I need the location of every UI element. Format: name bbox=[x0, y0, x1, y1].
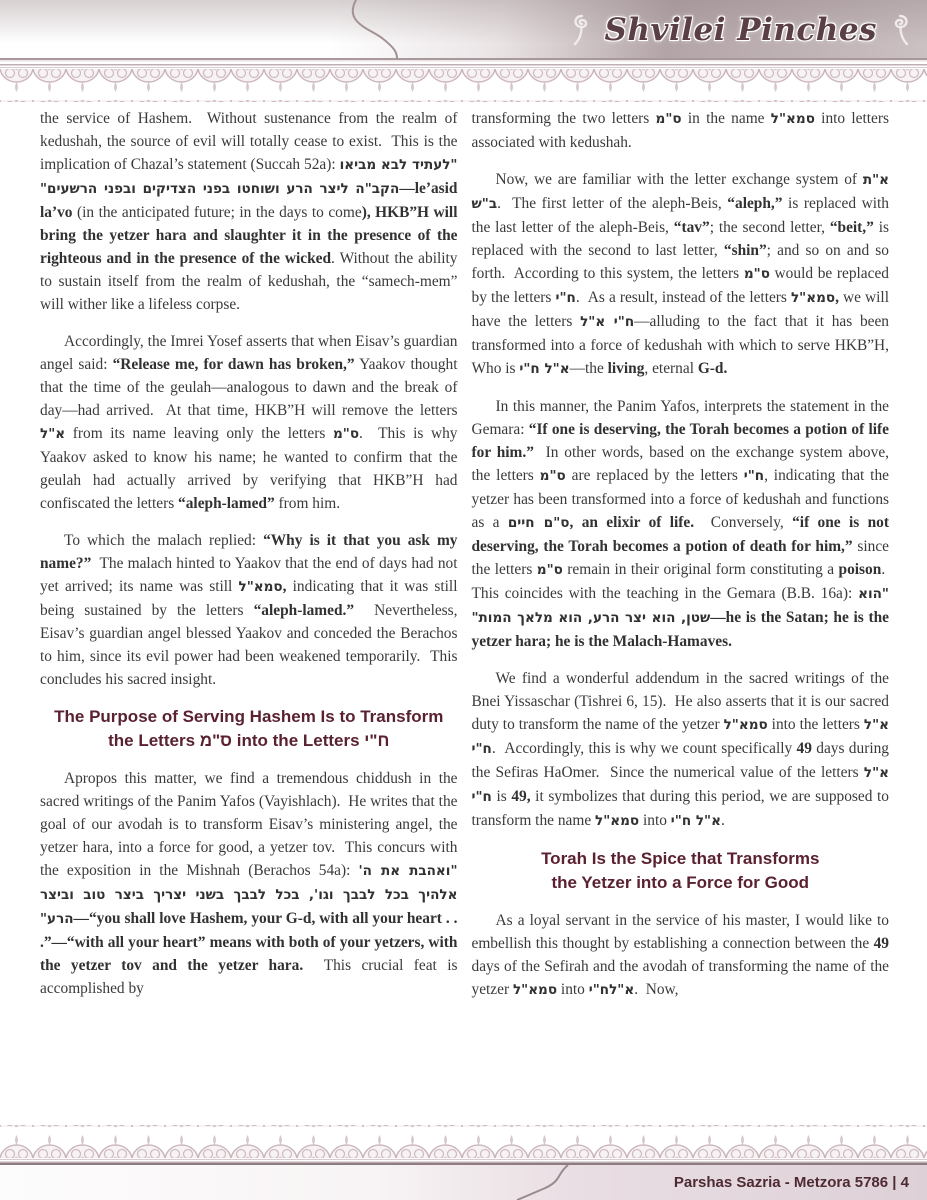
paragraph bbox=[40, 330, 458, 515]
hebrew-text-run: סמא"ל bbox=[512, 982, 558, 998]
section-heading bbox=[40, 705, 458, 753]
text-run: . Without the ability to sustain itself from the realm of kedushah, the “samech-mem” will wither like a lifeless corpse. bbox=[40, 250, 458, 313]
text-run: In other words, based on the exchange system above, the letters bbox=[471, 444, 889, 484]
text-run: We find a wonderful addendum in the sacred writings of the Bnei Yissaschar (Tishrei 6, 15). He also asserts that it is our sacred duty to transform the name of the yetzer bbox=[471, 670, 889, 733]
text-run: (in the anticipated future; in the days to come bbox=[76, 204, 362, 221]
text-run: the service of Hashem. Without sustenance from the realm of kedushah, the source of evil will totally cease to exist. This is the implication of Chazal’s statement (Succah 52a): bbox=[40, 110, 458, 173]
text-run: would be replaced by the letters bbox=[471, 265, 889, 306]
hebrew-text-run: סמא"ל bbox=[770, 111, 815, 127]
text-run: “aleph-lamed.” bbox=[253, 602, 355, 619]
hebrew-text-run: "ואהבת את ה' אלהיך בכל לבבך וגו', בכל לבבך בשני יצריך ביצר טוב וביצר הרע" bbox=[40, 863, 458, 927]
text-run: Nevertheless, Eisav’s guardian angel blessed Yaakov and conceded the Berachos to him, since its evil power had been weakened temporarily. This concludes his sacred insight. bbox=[40, 602, 458, 688]
text-run: G-d. bbox=[697, 360, 728, 377]
lace-border-top bbox=[0, 64, 927, 102]
hebrew-text-run: ס"מ bbox=[539, 468, 566, 484]
text-run: from him. bbox=[274, 495, 341, 512]
hebrew-text-run: סמא"ל bbox=[790, 290, 836, 306]
text-run: —the bbox=[569, 360, 608, 377]
text-run: “Why is it that you ask my name?” bbox=[40, 532, 458, 572]
text-run: in the name bbox=[681, 110, 771, 127]
text-run: The malach hinted to Yaakov that the end of days had not yet arrived; its name was still bbox=[40, 555, 458, 595]
text-run: —alluding to the fact that it has been transformed into a force of kedushah with which to serve HKB”H, Who is bbox=[471, 313, 889, 377]
hebrew-text-run: ח"י א"ל bbox=[580, 314, 635, 330]
hebrew-text-run: א"ל ח"י bbox=[670, 813, 721, 829]
text-run: Apropos this matter, we find a tremendous chiddush in the sacred writings of the Panim Yafos (Vayishlach). He writes that the goal of our avodah is to transform Eisav’s ministering angel, the yetzer hara, into a force for good, a yetzer tov. This concurs with the exposition in the Mishnah (Berachos 54a): bbox=[40, 770, 458, 879]
text-run: In this manner, the Panim Yafos, interprets the statement in the Gemara: bbox=[471, 398, 889, 438]
text-run: since the letters bbox=[471, 538, 889, 578]
text-run: . This coincides with the teaching in the Gemara (B.B. 16a): bbox=[471, 561, 889, 602]
hebrew-text-run: ס"מ bbox=[536, 562, 563, 578]
text-run: , bbox=[282, 578, 287, 595]
text-run: indicating that it was still being sustained by the letters bbox=[40, 578, 458, 619]
text-run: “if one is not deserving, the Torah becomes a potion of death for him,” bbox=[471, 514, 889, 555]
lace-border-bottom bbox=[0, 1123, 927, 1163]
text-run: “tav” bbox=[673, 219, 710, 236]
text-run: it symbolizes that during this period, we are supposed to transform the name bbox=[471, 788, 889, 829]
text-run: is replaced with the last letter of the aleph-Beis, bbox=[471, 195, 889, 236]
text-run: . Accordingly, this is why we count specifically bbox=[491, 740, 797, 757]
text-run: , bbox=[835, 289, 839, 306]
column-right bbox=[472, 107, 890, 1120]
hebrew-text-run: ס"מ bbox=[332, 426, 360, 442]
text-run: into bbox=[639, 812, 671, 829]
title-row bbox=[571, 4, 912, 56]
section-heading-line: the Letters ס"מ into the Letters ח"י bbox=[108, 731, 390, 750]
text-run: This crucial feat is accomplished by bbox=[40, 957, 458, 997]
text-run: “aleph,” bbox=[727, 195, 783, 212]
text-run: 49, bbox=[511, 788, 531, 805]
text-run: is replaced with the second to last letter, bbox=[471, 219, 889, 259]
section-heading bbox=[472, 847, 890, 895]
column-left bbox=[40, 107, 458, 1120]
text-run: we will have the letters bbox=[471, 289, 889, 330]
text-run: Now, we are familiar with the letter exchange system of bbox=[495, 171, 863, 188]
hebrew-text-run: א"ל ח"י bbox=[471, 765, 889, 805]
text-run: . This is why Yaakov asked to know his name; he wanted to confirm that the geulah had actually arrived by verifying that HKB”H had confiscated the letters bbox=[40, 425, 458, 512]
text-run: days during the Sefiras HaOmer. Since the numerical value of the letters bbox=[471, 740, 889, 781]
text-run: 49 bbox=[873, 935, 889, 952]
masthead bbox=[0, 0, 927, 58]
hebrew-text-run: א"ת ב"ש bbox=[471, 172, 889, 212]
text-run: into letters associated with kedushah. bbox=[471, 110, 889, 151]
hebrew-text-run: "הוא שטן, הוא יצר הרע, הוא מלאך המות" bbox=[471, 586, 889, 626]
paragraph bbox=[40, 107, 458, 316]
section-heading-line: Torah Is the Spice that Transforms bbox=[541, 849, 820, 868]
text-run: “aleph-lamed” bbox=[178, 495, 275, 512]
hebrew-text-run: א"ל ח"י bbox=[471, 717, 889, 757]
text-run: from its name leaving only the letters bbox=[65, 425, 333, 442]
paragraph bbox=[472, 107, 890, 154]
text-run: is bbox=[491, 788, 512, 805]
text-run: ; and so on and so forth. According to this system, the letters bbox=[471, 242, 889, 282]
text-run: As a loyal servant in the service of his master, I would like to embellish this thought by establishing a connection between the bbox=[471, 912, 889, 952]
footer-text: Parshas Sazria - Metzora 5786 | 4 bbox=[673, 1174, 909, 1191]
page-footer bbox=[0, 1163, 927, 1200]
text-run: , indicating that the yetzer has been transformed into a force of kedushah and functions as a bbox=[471, 467, 889, 531]
text-run: days of the Sefirah and the avodah of transforming the name of the yetzer bbox=[471, 958, 889, 998]
swirl-ornament-right-icon bbox=[889, 12, 911, 48]
text-run: living bbox=[607, 360, 645, 377]
hebrew-text-run: ס"ם חיים bbox=[507, 515, 570, 531]
paragraph bbox=[472, 168, 890, 381]
hebrew-text-run: סמא"ל bbox=[723, 717, 768, 733]
text-run: Yaakov thought that the time of the geulah—analogous to dawn and the break of day—had arrived. At that time, HKB”H will remove the letters bbox=[40, 356, 458, 419]
publication-title: Shvilei Pinches bbox=[604, 12, 877, 48]
hebrew-text-run: ח"י bbox=[555, 290, 576, 306]
text-run: Accordingly, the Imrei Yosef asserts that when Eisav’s guardian angel said: bbox=[40, 333, 458, 373]
text-run: , eternal bbox=[644, 360, 698, 377]
hebrew-text-run: סמא"ל bbox=[595, 813, 640, 829]
paragraph bbox=[472, 667, 890, 833]
section-heading-line: the Yetzer into a Force for Good bbox=[551, 873, 810, 892]
text-run: “beit,” bbox=[829, 219, 874, 236]
text-run: “If one is deserving, the Torah becomes a potion of life for him.” bbox=[471, 421, 889, 461]
text-run: To which the malach replied: bbox=[64, 532, 264, 549]
text-run: . As a result, instead of the letters bbox=[575, 289, 791, 306]
text-run: “shin” bbox=[723, 242, 767, 259]
text-run: Conversely, bbox=[694, 514, 793, 531]
hebrew-text-run: א"ל ח"י bbox=[519, 361, 570, 377]
paragraph bbox=[40, 767, 458, 1000]
hebrew-text-run: סמא"ל bbox=[238, 579, 283, 595]
hebrew-text-run: א"ל bbox=[40, 426, 66, 442]
text-run: remain in their original form constituting a bbox=[562, 561, 839, 578]
text-run: . Now, bbox=[634, 981, 679, 998]
hebrew-text-run: ס"מ bbox=[655, 111, 682, 127]
text-run: into bbox=[557, 981, 589, 998]
swirl-ornament-left-icon bbox=[571, 12, 593, 48]
paragraph bbox=[472, 395, 890, 653]
article-body bbox=[40, 107, 889, 1120]
text-run: —“you shall love Hashem, your G-d, with all your heart . . .”—“with all your heart” means with both of your yetzers, with the yetzer tov and the yetzer hara. bbox=[40, 910, 458, 974]
text-run: ; the second letter, bbox=[709, 219, 830, 236]
text-run: 49 bbox=[796, 740, 812, 757]
text-run: ), HKB”H will bring the yetzer hara and slaughter it in the presence of the righteous and in the presence of the wicked bbox=[40, 204, 458, 267]
text-run: into the letters bbox=[767, 716, 864, 733]
text-run: —le’asid la’vo bbox=[40, 180, 458, 221]
text-run: —he is the Satan; he is the yetzer hara; he is the Malach-Hamaves. bbox=[471, 609, 889, 650]
hebrew-text-run: א"לח"י bbox=[588, 982, 635, 998]
hebrew-text-run: "לעתיד לבא מביאו הקב"ה ליצר הרע ושוחטו בפני הצדיקים ובפני הרשעים" bbox=[40, 157, 458, 197]
text-run: transforming the two letters bbox=[471, 110, 656, 127]
text-run: poison bbox=[838, 561, 882, 578]
text-run: , an elixir of life. bbox=[569, 514, 695, 531]
text-run: . The first letter of the aleph-Beis, bbox=[497, 195, 728, 212]
text-run: “Release me, for dawn has broken,” bbox=[112, 356, 355, 373]
paragraph bbox=[40, 529, 458, 691]
text-run: . bbox=[720, 812, 725, 829]
hebrew-text-run: ח"י bbox=[743, 468, 765, 484]
text-run: are replaced by the letters bbox=[565, 467, 744, 484]
section-heading-line: The Purpose of Serving Hashem Is to Transform bbox=[54, 707, 444, 726]
paragraph bbox=[472, 909, 890, 1002]
hebrew-text-run: ס"מ bbox=[743, 266, 770, 282]
